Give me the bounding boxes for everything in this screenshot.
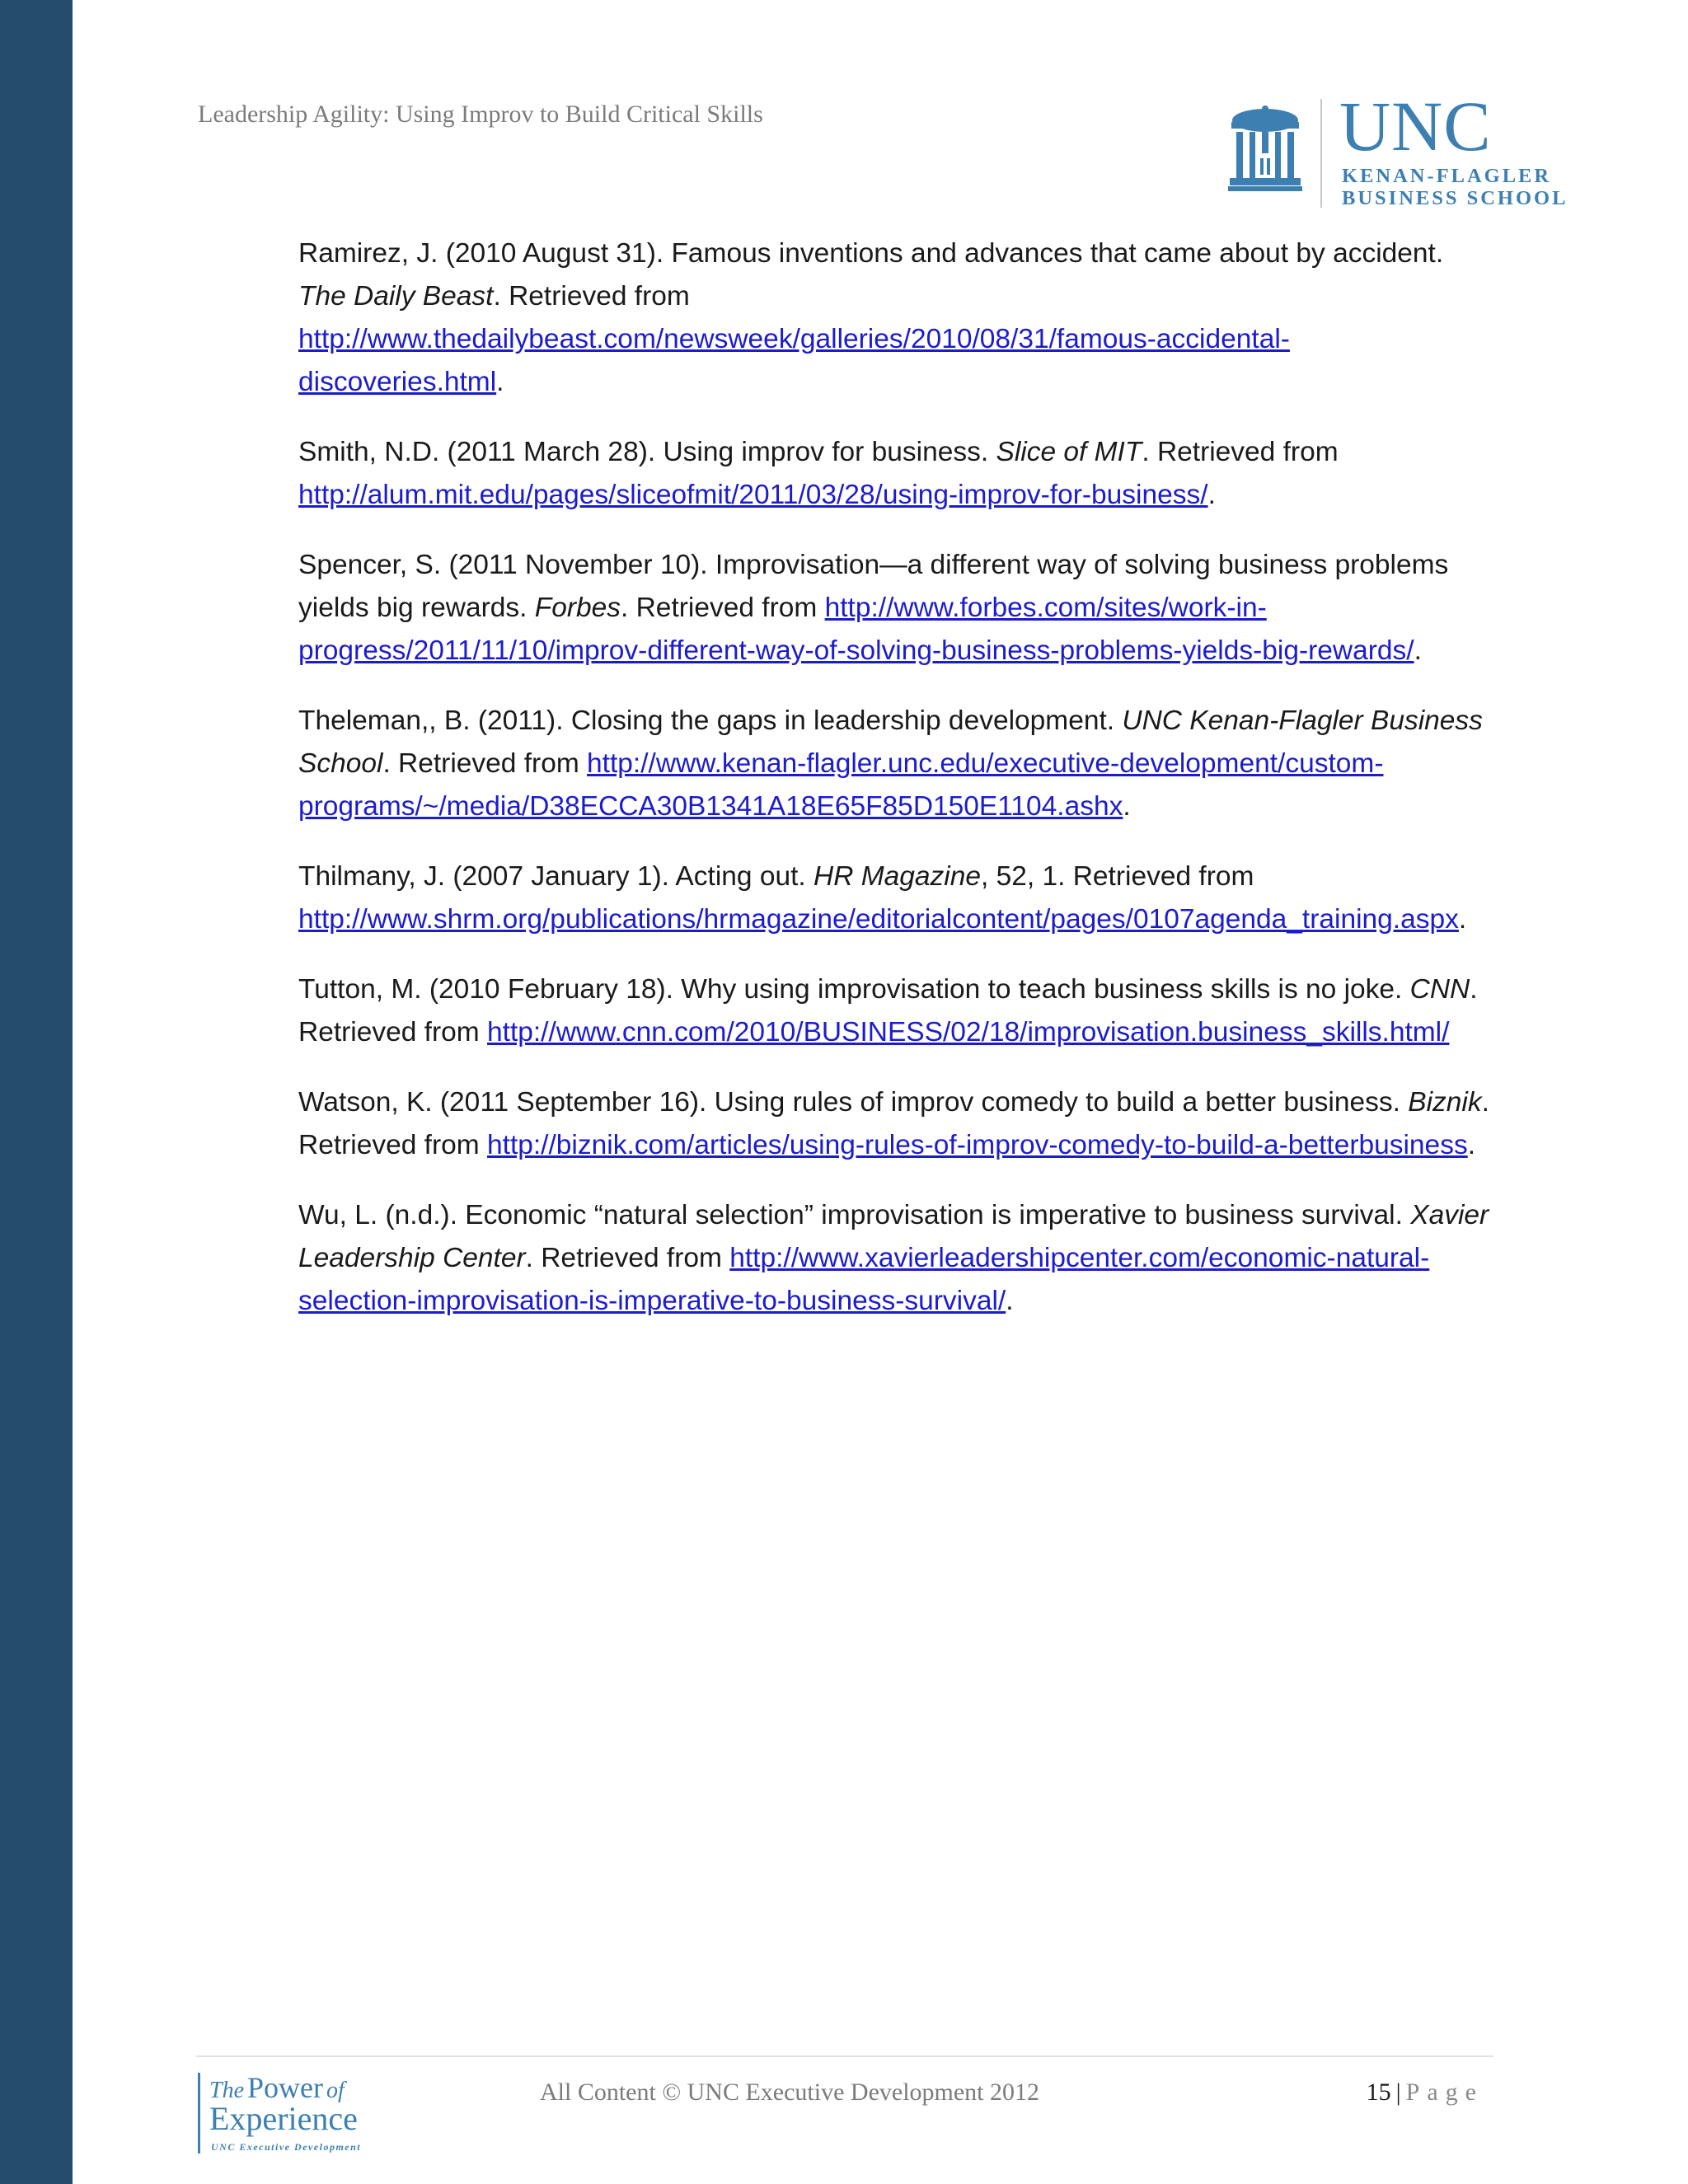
reference-entry xyxy=(298,232,1493,404)
footer-logo-bar xyxy=(198,2073,200,2154)
reference-text: . xyxy=(1207,480,1216,510)
reference-source: HR Magazine xyxy=(814,861,981,892)
reference-link[interactable]: http://www.thedailybeast.com/newsweek/galleries/2010/08/31/famous-accidental-discoveries.html xyxy=(298,324,1290,397)
reference-source: CNN xyxy=(1409,974,1470,1005)
footer-logo-the: The xyxy=(209,2078,244,2103)
reference-text: Wu, L. (n.d.). Economic “natural selection” improvisation is imperative to business survival. xyxy=(298,1200,1411,1230)
reference-entry xyxy=(298,968,1493,1054)
reference-text: , 52, 1. Retrieved from xyxy=(980,861,1254,892)
reference-text: . xyxy=(1123,791,1131,822)
reference-text: Spencer, S. (2011 November 10). Improvisation—a different way of solving business problems yields big rewards. xyxy=(298,550,1449,623)
reference-link[interactable]: http://www.xavierleadershipcenter.com/economic-natural-selection-improvisation-is-imperative-to-business-survival/ xyxy=(298,1243,1430,1316)
reference-entry xyxy=(298,1194,1493,1323)
reference-entry xyxy=(298,1081,1493,1167)
reference-link[interactable]: http://alum.mit.edu/pages/sliceofmit/2011/03/28/using-improv-for-business/ xyxy=(298,480,1208,510)
logo-line-2: BUSINESS SCHOOL xyxy=(1342,187,1568,209)
power-of-experience-logo xyxy=(198,2073,412,2155)
old-well-icon xyxy=(1228,104,1302,194)
reference-source: UNC Kenan-Flagler Business School xyxy=(298,705,1483,779)
reference-text: . xyxy=(1458,904,1467,935)
left-sidebar-band xyxy=(0,0,73,2184)
reference-text: . xyxy=(1414,635,1422,666)
reference-list xyxy=(298,232,1493,1350)
reference-text: . Retrieved from xyxy=(525,1243,730,1273)
footer-logo-of: of xyxy=(326,2078,345,2103)
page-label: Page xyxy=(1405,2079,1484,2106)
page-number-value: 15 xyxy=(1366,2079,1391,2106)
copyright-notice: All Content © UNC Executive Development 2012 xyxy=(540,2079,1040,2106)
reference-entry xyxy=(298,855,1493,941)
footer-divider xyxy=(196,2055,1493,2057)
reference-entry xyxy=(298,544,1493,673)
document-running-title: Leadership Agility: Using Improv to Build Critical Skills xyxy=(198,101,763,128)
reference-source: Xavier Leadership Center xyxy=(298,1200,1489,1273)
reference-text: Theleman,, B. (2011). Closing the gaps in leadership development. xyxy=(298,705,1123,736)
reference-text: Ramirez, J. (2010 August 31). Famous inventions and advances that came about by accident. xyxy=(298,238,1444,269)
reference-text: . Retrieved from xyxy=(298,974,1478,1047)
reference-text: Thilmany, J. (2007 January 1). Acting out. xyxy=(298,861,814,892)
reference-source: Slice of MIT xyxy=(996,437,1142,467)
reference-link[interactable]: http://www.kenan-flagler.unc.edu/executive-development/custom-programs/~/media/D38ECCA30B1341A18E65F85D150E1104.ashx xyxy=(298,748,1384,822)
reference-text: Smith, N.D. (2011 March 28). Using improv for business. xyxy=(298,437,996,467)
reference-link[interactable]: http://www.cnn.com/2010/BUSINESS/02/18/improvisation.business_skills.html/ xyxy=(487,1017,1450,1047)
reference-text: . Retrieved from xyxy=(493,281,690,312)
logo-divider xyxy=(1320,99,1322,208)
reference-text: . Retrieved from xyxy=(382,748,588,779)
reference-link[interactable]: http://www.shrm.org/publications/hrmagazine/editorialcontent/pages/0107agenda_training.aspx xyxy=(298,904,1459,935)
logo-line-1: KENAN-FLAGLER xyxy=(1342,165,1552,187)
reference-entry xyxy=(298,431,1493,517)
reference-source: The Daily Beast xyxy=(298,281,494,312)
reference-text: . xyxy=(1467,1130,1476,1160)
reference-text: . Retrieved from xyxy=(621,593,825,623)
reference-link[interactable]: http://biznik.com/articles/using-rules-of-improv-comedy-to-build-a-betterbusiness xyxy=(487,1130,1468,1160)
footer-logo-tagline: UNC Executive Development xyxy=(211,2141,362,2153)
unc-kenan-flagler-logo xyxy=(1228,87,1599,213)
reference-entry xyxy=(298,700,1493,828)
reference-text: . Retrieved from xyxy=(1142,437,1339,467)
logo-wordmark: UNC xyxy=(1339,87,1492,166)
page-number-separator: | xyxy=(1395,2079,1401,2106)
reference-text: . xyxy=(1006,1286,1014,1316)
footer-logo-line-1 xyxy=(209,2073,345,2102)
reference-source: Forbes xyxy=(534,593,621,623)
reference-source: Biznik xyxy=(1408,1087,1482,1118)
reference-text: Watson, K. (2011 September 16). Using rules of improv comedy to build a better business. xyxy=(298,1087,1409,1118)
reference-link[interactable]: http://www.forbes.com/sites/work-in-progress/2011/11/10/improv-different-way-of-solving-business-problems-yields-big-rewards/ xyxy=(298,593,1414,666)
reference-text: Tutton, M. (2010 February 18). Why using improvisation to teach business skills is no joke. xyxy=(298,974,1410,1005)
reference-text: . xyxy=(496,367,504,397)
footer-logo-power: Power xyxy=(247,2071,323,2104)
reference-text: . Retrieved from xyxy=(298,1087,1489,1160)
page-number xyxy=(1367,2079,1484,2107)
footer-logo-experience: Experience xyxy=(209,2100,358,2137)
